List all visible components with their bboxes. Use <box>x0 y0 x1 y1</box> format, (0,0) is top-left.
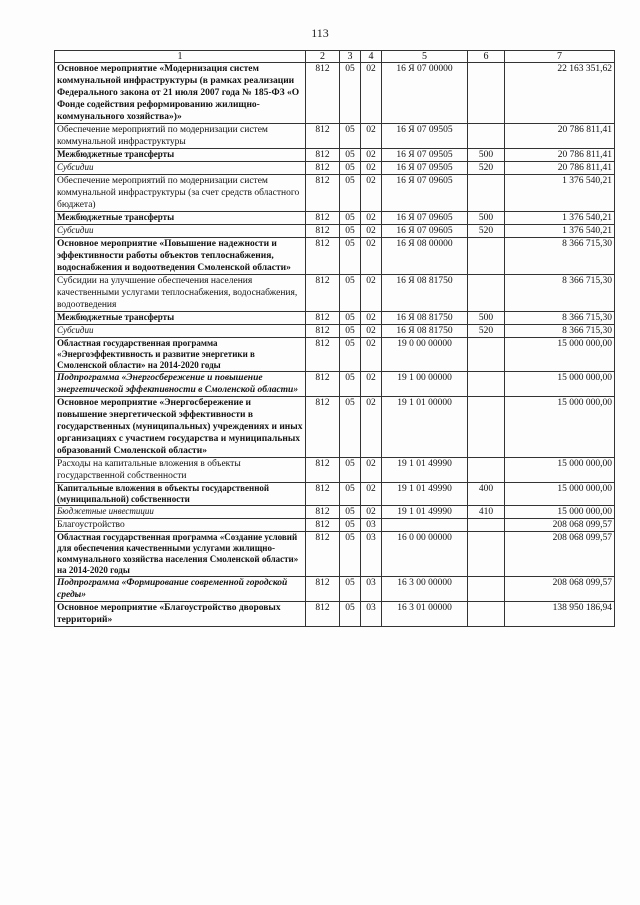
row-name: Расходы на капитальные вложения в объекты государственной собственности <box>55 458 306 483</box>
row-name: Основное мероприятие «Модернизация систем коммунальной инфраструктуры (в рамках реализации Федерального закона от 21 июля 2007 года № 185-ФЗ «О Фонде содействия реформированию жилищно-коммунального хозяйства»)» <box>55 63 306 124</box>
amount: 1 376 540,21 <box>505 175 615 212</box>
target-article-code: 16 3 00 00000 <box>382 577 468 602</box>
section-code: 05 <box>340 312 361 325</box>
section-code: 05 <box>340 149 361 162</box>
subsection-code: 02 <box>361 372 382 397</box>
subsection-code: 02 <box>361 238 382 275</box>
subsection-code: 02 <box>361 325 382 338</box>
row-name: Капитальные вложения в объекты государственной (муниципальной) собственности <box>55 483 306 506</box>
section-code: 05 <box>340 577 361 602</box>
subsection-code: 02 <box>361 212 382 225</box>
row-name: Областная государственная программа «Создание условий для обеспечения качественными услугами жилищно-коммунального хозяйства населения Смоленской области» на 2014-2020 годы <box>55 532 306 577</box>
subsection-code: 02 <box>361 397 382 458</box>
table-row <box>55 225 615 238</box>
section-code: 05 <box>340 124 361 149</box>
amount: 8 366 715,30 <box>505 238 615 275</box>
page-number: 113 <box>311 26 329 40</box>
target-article-code: 16 Я 07 09505 <box>382 124 468 149</box>
row-name: Основное мероприятие «Энергосбережение и повышение энергетической эффективности в государственных (муниципальных) учреждениях и иных организациях с участием государства и муниципальных образований Смоленской области» <box>55 397 306 458</box>
column-header: 7 <box>505 51 615 63</box>
table-row <box>55 325 615 338</box>
section-code: 05 <box>340 506 361 519</box>
ministry-code: 812 <box>306 162 340 175</box>
ministry-code: 812 <box>306 602 340 627</box>
ministry-code: 812 <box>306 63 340 124</box>
row-name: Субсидии <box>55 162 306 175</box>
ministry-code: 812 <box>306 325 340 338</box>
subsection-code: 03 <box>361 519 382 532</box>
column-header: 6 <box>468 51 505 63</box>
target-article-code: 19 1 01 00000 <box>382 397 468 458</box>
table-row <box>55 275 615 312</box>
expense-type-code: 520 <box>468 225 505 238</box>
section-code: 05 <box>340 532 361 577</box>
target-article-code: 16 Я 08 81750 <box>382 312 468 325</box>
amount: 208 068 099,57 <box>505 577 615 602</box>
ministry-code: 812 <box>306 532 340 577</box>
table-header-row <box>55 51 615 63</box>
table-row <box>55 238 615 275</box>
row-name: Субсидии <box>55 225 306 238</box>
table-row <box>55 506 615 519</box>
expense-type-code <box>468 175 505 212</box>
table-row <box>55 124 615 149</box>
expense-type-code: 410 <box>468 506 505 519</box>
expense-type-code: 500 <box>468 212 505 225</box>
ministry-code: 812 <box>306 397 340 458</box>
table-row <box>55 458 615 483</box>
expense-type-code: 520 <box>468 162 505 175</box>
section-code: 05 <box>340 225 361 238</box>
amount: 20 786 811,41 <box>505 149 615 162</box>
subsection-code: 02 <box>361 63 382 124</box>
row-name: Обеспечение мероприятий по модернизации систем коммунальной инфраструктуры <box>55 124 306 149</box>
amount: 22 163 351,62 <box>505 63 615 124</box>
subsection-code: 03 <box>361 577 382 602</box>
ministry-code: 812 <box>306 577 340 602</box>
expense-type-code <box>468 577 505 602</box>
subsection-code: 02 <box>361 458 382 483</box>
table-row <box>55 338 615 372</box>
expense-type-code <box>468 63 505 124</box>
section-code: 05 <box>340 519 361 532</box>
target-article-code: 16 Я 08 81750 <box>382 325 468 338</box>
table-row <box>55 162 615 175</box>
subsection-code: 02 <box>361 338 382 372</box>
expense-type-code <box>468 238 505 275</box>
amount: 20 786 811,41 <box>505 124 615 149</box>
amount: 208 068 099,57 <box>505 532 615 577</box>
amount: 15 000 000,00 <box>505 372 615 397</box>
subsection-code: 02 <box>361 124 382 149</box>
target-article-code: 16 Я 07 09605 <box>382 225 468 238</box>
ministry-code: 812 <box>306 372 340 397</box>
section-code: 05 <box>340 372 361 397</box>
table-row <box>55 149 615 162</box>
table-row <box>55 212 615 225</box>
expense-type-code: 520 <box>468 325 505 338</box>
target-article-code: 16 Я 07 09605 <box>382 175 468 212</box>
expense-type-code <box>468 602 505 627</box>
expense-type-code <box>468 458 505 483</box>
amount: 15 000 000,00 <box>505 338 615 372</box>
subsection-code: 03 <box>361 602 382 627</box>
table-row <box>55 483 615 506</box>
amount: 8 366 715,30 <box>505 275 615 312</box>
row-name: Областная государственная программа «Энергоэффективность и развитие энергетики в Смоленской области» на 2014-2020 годы <box>55 338 306 372</box>
section-code: 05 <box>340 483 361 506</box>
target-article-code: 19 0 00 00000 <box>382 338 468 372</box>
amount: 1 376 540,21 <box>505 225 615 238</box>
subsection-code: 02 <box>361 149 382 162</box>
column-header: 3 <box>340 51 361 63</box>
table-row <box>55 63 615 124</box>
ministry-code: 812 <box>306 275 340 312</box>
target-article-code <box>382 519 468 532</box>
section-code: 05 <box>340 275 361 312</box>
target-article-code: 16 0 00 00000 <box>382 532 468 577</box>
table-row <box>55 532 615 577</box>
table-row <box>55 175 615 212</box>
expense-type-code: 400 <box>468 483 505 506</box>
row-name: Основное мероприятие «Повышение надежности и эффективности работы объектов теплоснабжения, водоснабжения и водоотведения Смоленской области» <box>55 238 306 275</box>
ministry-code: 812 <box>306 483 340 506</box>
column-header: 5 <box>382 51 468 63</box>
ministry-code: 812 <box>306 225 340 238</box>
expense-type-code <box>468 124 505 149</box>
expense-type-code <box>468 275 505 312</box>
section-code: 05 <box>340 212 361 225</box>
subsection-code: 02 <box>361 312 382 325</box>
target-article-code: 16 Я 07 09505 <box>382 149 468 162</box>
expense-type-code: 500 <box>468 149 505 162</box>
amount: 1 376 540,21 <box>505 212 615 225</box>
column-header: 1 <box>55 51 306 63</box>
row-name: Субсидии <box>55 325 306 338</box>
subsection-code: 02 <box>361 506 382 519</box>
target-article-code: 16 Я 08 81750 <box>382 275 468 312</box>
expense-type-code: 500 <box>468 312 505 325</box>
row-name: Основное мероприятие «Благоустройство дворовых территорий» <box>55 602 306 627</box>
ministry-code: 812 <box>306 458 340 483</box>
table-row <box>55 577 615 602</box>
amount: 8 366 715,30 <box>505 325 615 338</box>
amount: 15 000 000,00 <box>505 458 615 483</box>
amount: 15 000 000,00 <box>505 397 615 458</box>
amount: 138 950 186,94 <box>505 602 615 627</box>
subsection-code: 02 <box>361 162 382 175</box>
target-article-code: 16 Я 08 00000 <box>382 238 468 275</box>
column-header: 4 <box>361 51 382 63</box>
row-name: Межбюджетные трансферты <box>55 149 306 162</box>
expense-type-code <box>468 338 505 372</box>
target-article-code: 16 3 01 00000 <box>382 602 468 627</box>
row-name: Субсидии на улучшение обеспечения населения качественными услугами теплоснабжения, водоснабжения, водоотведения <box>55 275 306 312</box>
table-row <box>55 519 615 532</box>
table-row <box>55 372 615 397</box>
section-code: 05 <box>340 602 361 627</box>
section-code: 05 <box>340 238 361 275</box>
column-header: 2 <box>306 51 340 63</box>
expense-type-code <box>468 397 505 458</box>
amount: 208 068 099,57 <box>505 519 615 532</box>
target-article-code: 19 1 00 00000 <box>382 372 468 397</box>
expense-type-code <box>468 532 505 577</box>
amount: 15 000 000,00 <box>505 483 615 506</box>
row-name: Подпрограмма «Энергосбережение и повышение энергетической эффективности в Смоленской области» <box>55 372 306 397</box>
section-code: 05 <box>340 458 361 483</box>
amount: 20 786 811,41 <box>505 162 615 175</box>
row-name: Межбюджетные трансферты <box>55 212 306 225</box>
section-code: 05 <box>340 397 361 458</box>
ministry-code: 812 <box>306 312 340 325</box>
section-code: 05 <box>340 162 361 175</box>
subsection-code: 02 <box>361 483 382 506</box>
target-article-code: 16 Я 07 09505 <box>382 162 468 175</box>
table-row <box>55 397 615 458</box>
table-row <box>55 312 615 325</box>
target-article-code: 16 Я 07 00000 <box>382 63 468 124</box>
row-name: Межбюджетные трансферты <box>55 312 306 325</box>
table-row <box>55 602 615 627</box>
section-code: 05 <box>340 175 361 212</box>
ministry-code: 812 <box>306 519 340 532</box>
amount: 15 000 000,00 <box>505 506 615 519</box>
ministry-code: 812 <box>306 124 340 149</box>
section-code: 05 <box>340 325 361 338</box>
ministry-code: 812 <box>306 175 340 212</box>
row-name: Обеспечение мероприятий по модернизации систем коммунальной инфраструктуры (за счет средств областного бюджета) <box>55 175 306 212</box>
ministry-code: 812 <box>306 506 340 519</box>
ministry-code: 812 <box>306 338 340 372</box>
section-code: 05 <box>340 338 361 372</box>
subsection-code: 02 <box>361 225 382 238</box>
section-code: 05 <box>340 63 361 124</box>
ministry-code: 812 <box>306 212 340 225</box>
target-article-code: 16 Я 07 09605 <box>382 212 468 225</box>
expense-type-code <box>468 372 505 397</box>
amount: 8 366 715,30 <box>505 312 615 325</box>
subsection-code: 02 <box>361 275 382 312</box>
subsection-code: 02 <box>361 175 382 212</box>
target-article-code: 19 1 01 49990 <box>382 458 468 483</box>
ministry-code: 812 <box>306 238 340 275</box>
expense-type-code <box>468 519 505 532</box>
subsection-code: 03 <box>361 532 382 577</box>
ministry-code: 812 <box>306 149 340 162</box>
target-article-code: 19 1 01 49990 <box>382 506 468 519</box>
row-name: Благоустройство <box>55 519 306 532</box>
target-article-code: 19 1 01 49990 <box>382 483 468 506</box>
budget-table <box>54 50 615 627</box>
row-name: Бюджетные инвестиции <box>55 506 306 519</box>
row-name: Подпрограмма «Формирование современной городской среды» <box>55 577 306 602</box>
